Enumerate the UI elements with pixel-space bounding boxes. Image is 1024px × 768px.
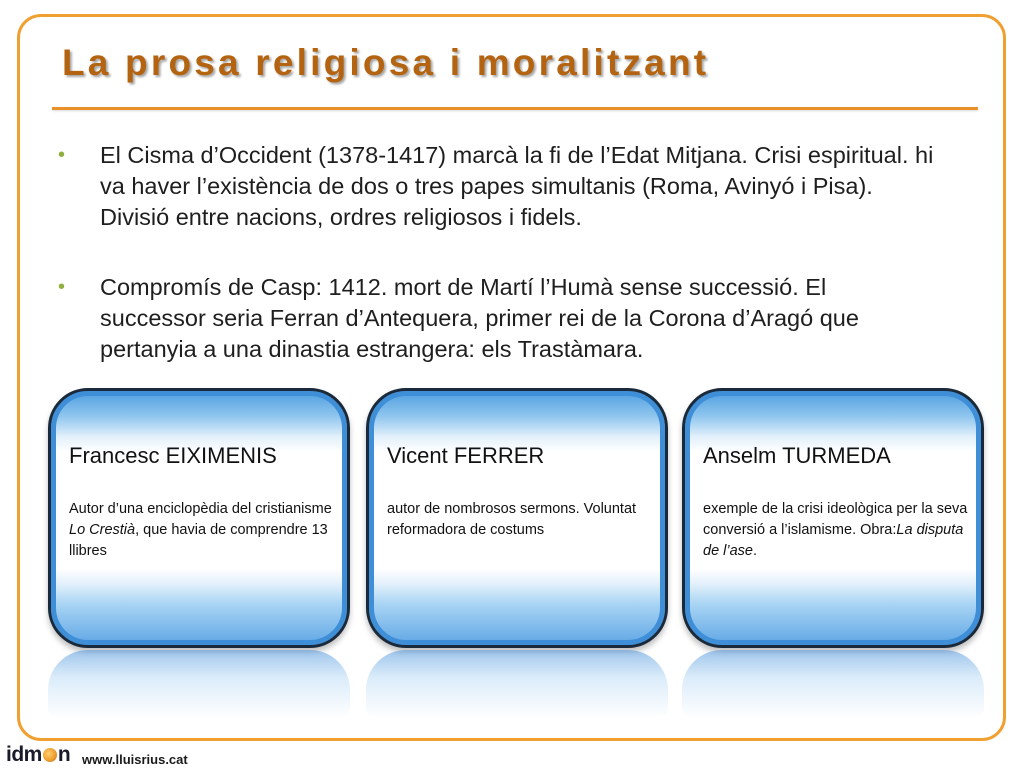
- card-reflection: [682, 650, 984, 718]
- desc-text: exemple de la crisi ideològica per la seva conversió a l’islamisme. Obra:: [703, 501, 968, 538]
- card-box: [48, 388, 350, 648]
- card-author-name: Francesc EIXIMENIS: [69, 443, 277, 468]
- card-reflection: [366, 650, 668, 718]
- desc-work-title: Lo Crestià: [69, 522, 136, 538]
- card-box: [682, 388, 984, 648]
- desc-text: autor de nombrosos sermons. Voluntat reformadora de costums: [387, 501, 637, 538]
- card-description: [703, 499, 975, 562]
- card-author-name: Vicent FERRER: [387, 443, 545, 468]
- idmon-logo: [6, 743, 70, 767]
- footer-url: www.lluisrius.cat: [82, 752, 188, 767]
- desc-text: , que havia de comprendre 13 llibres: [69, 522, 328, 559]
- bullet-text: El Cisma d’Occident (1378-1417) marcà la fi de l’Edat Mitjana. Crisi espiritual. hi va haver l’existència de dos o tres papes simultanis (Roma, Avinyó i Pisa). Divisió entre nacions, ordres religiosos i fidels.: [100, 142, 934, 230]
- author-card-eiximenis: [48, 388, 350, 718]
- author-card-ferrer: [366, 388, 668, 718]
- card-box: [366, 388, 668, 648]
- card-reflection: [48, 650, 350, 718]
- logo-text: idm: [6, 743, 42, 766]
- title-divider: [52, 107, 978, 110]
- slide-title: La prosa religiosa i moralitzant: [62, 42, 710, 83]
- bullet-marker: •: [58, 276, 66, 298]
- desc-text: .: [752, 543, 758, 559]
- logo-text: n: [57, 743, 71, 766]
- logo-circle-icon: [43, 748, 57, 762]
- card-description: [387, 499, 659, 541]
- bullet-marker: •: [58, 144, 66, 166]
- card-description: [69, 499, 341, 562]
- author-card-turmeda: [682, 388, 984, 718]
- bullet-text: Compromís de Casp: 1412. mort de Martí l’Humà sense successió. El successor seria Ferran d’Antequera, primer rei de la Corona d’Aragó que pertanyia a una dinastia estrangera: els Trastàmara.: [100, 274, 859, 362]
- bullet-item: [58, 140, 938, 233]
- card-author-name: Anselm TURMEDA: [703, 443, 891, 468]
- desc-work-title: La disputa de l’ase: [703, 522, 964, 559]
- bullet-item: [58, 272, 938, 365]
- bullet-list: [58, 140, 938, 404]
- desc-text: Autor d’una enciclopèdia del cristianisme: [69, 501, 332, 517]
